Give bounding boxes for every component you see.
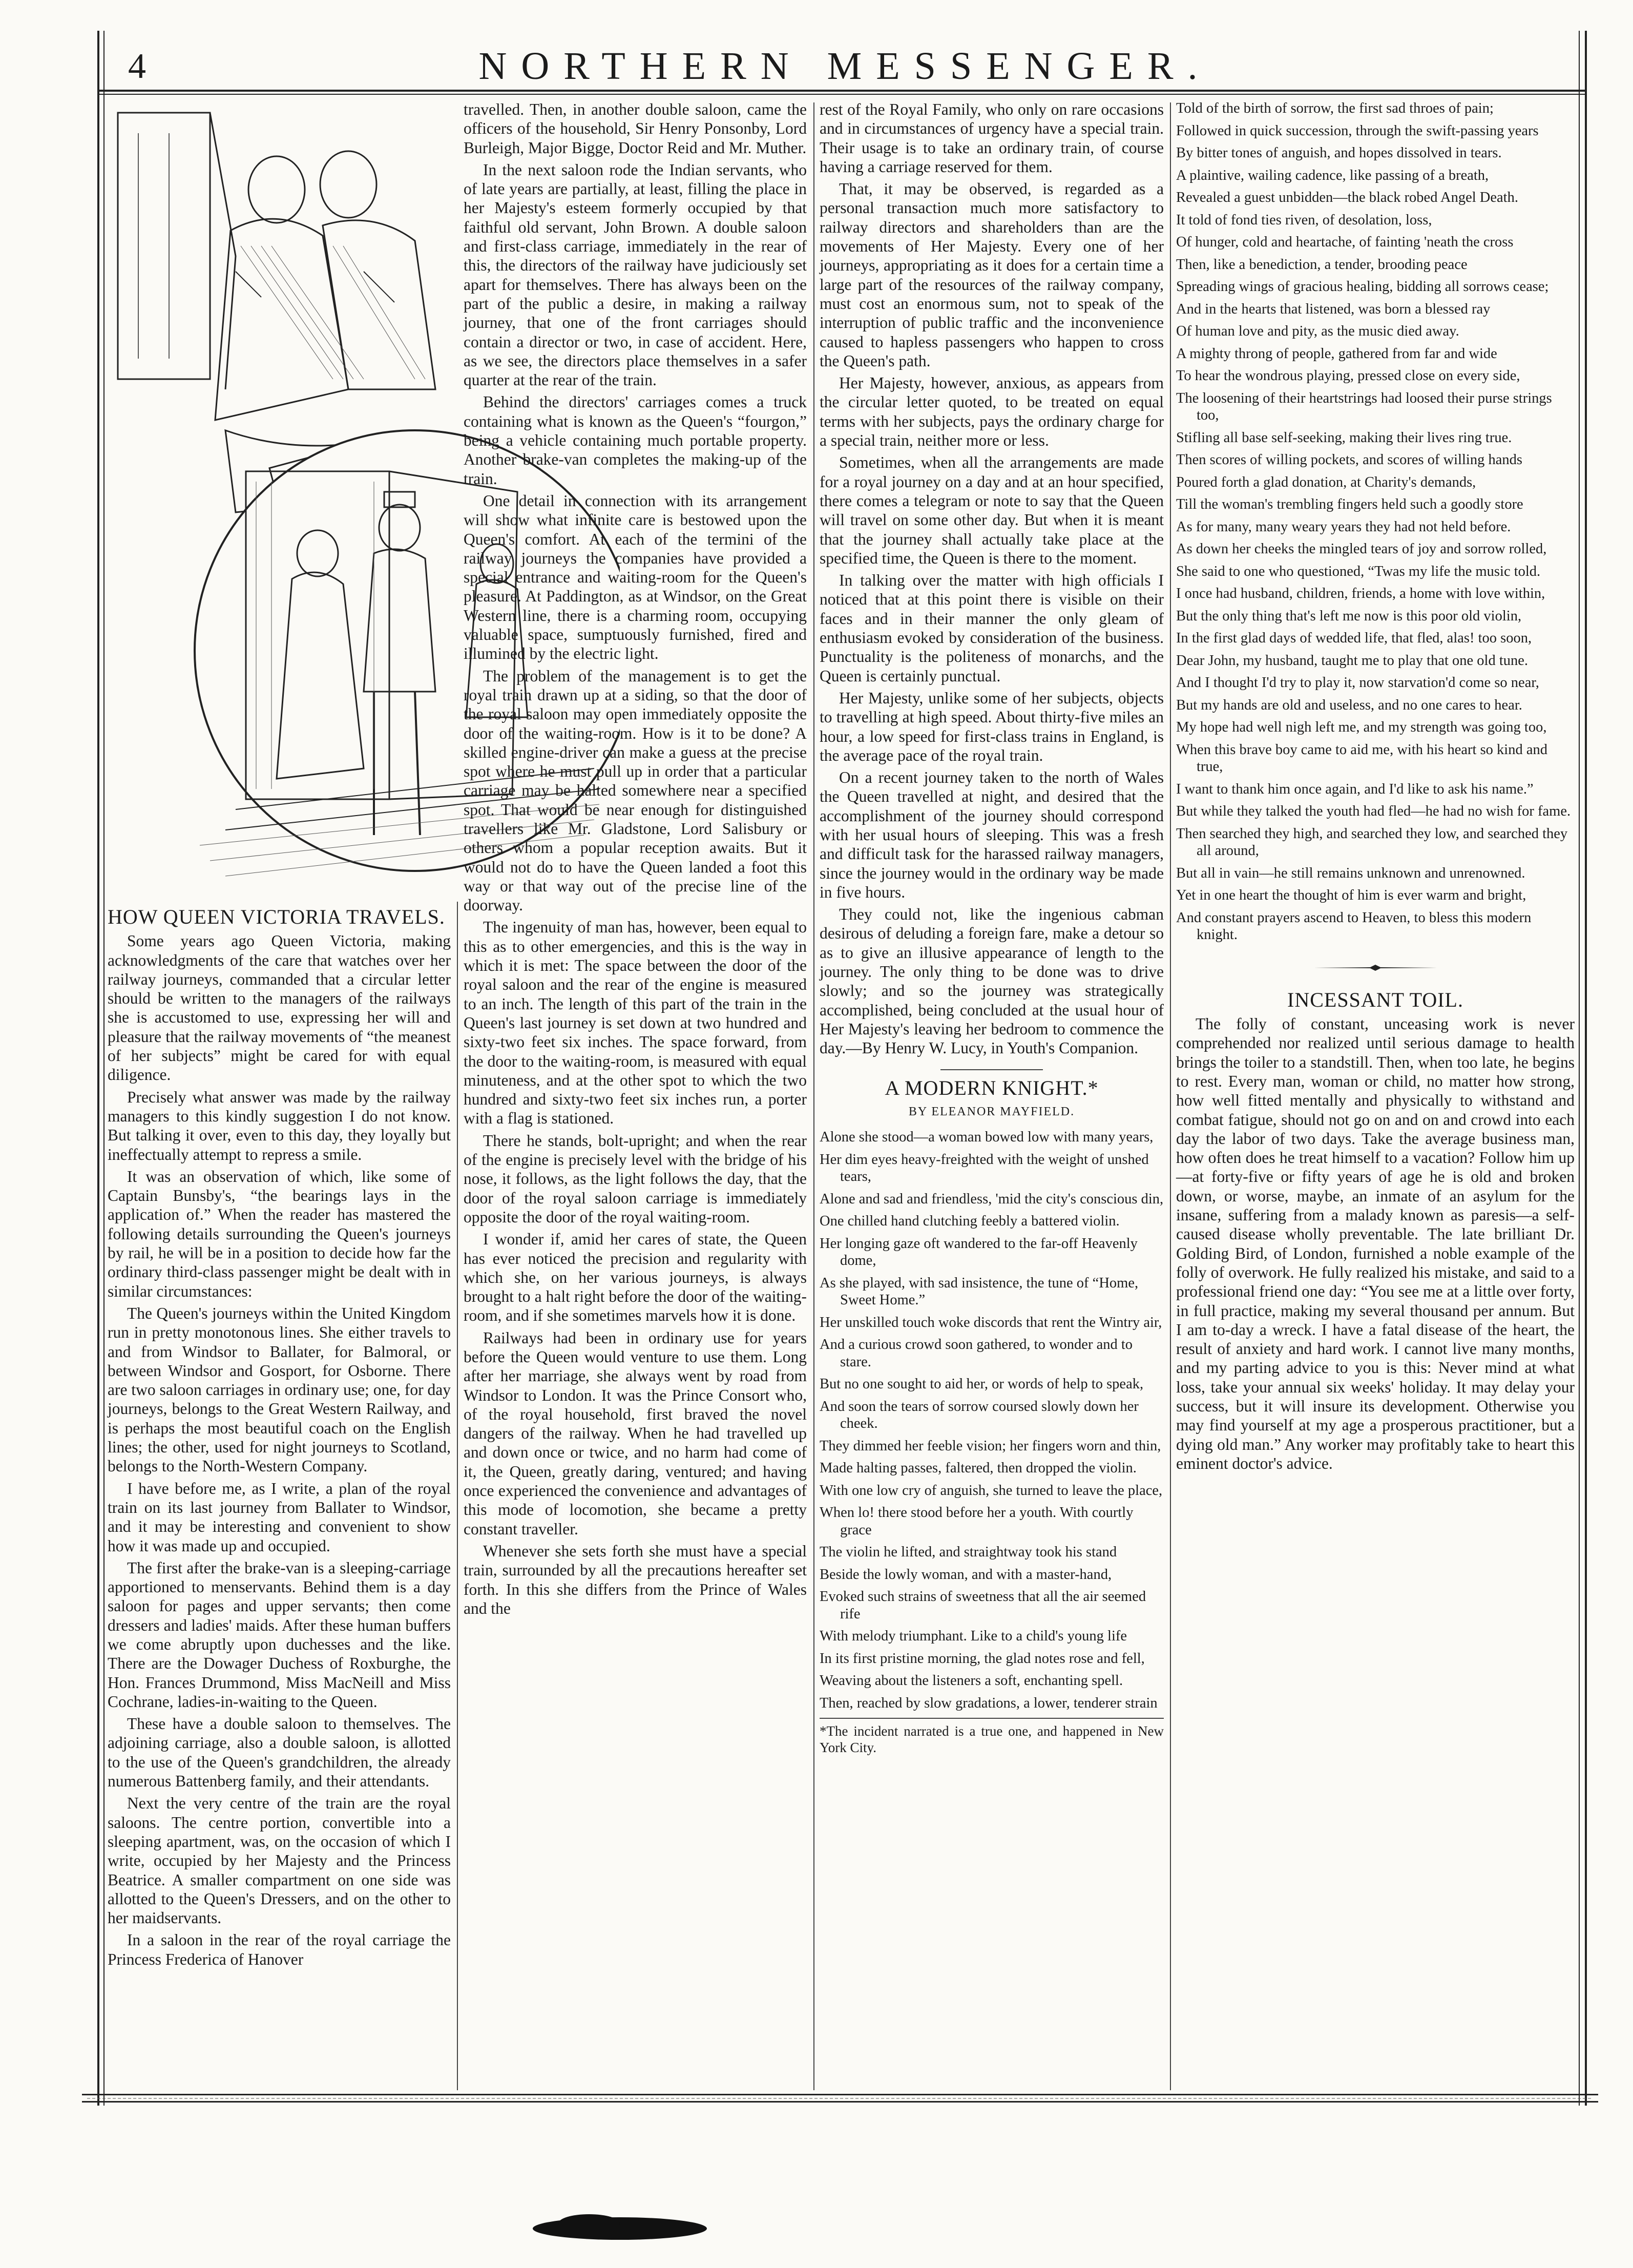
paragraph: There he stands, bolt-upright; and when the rear of the engine is precisely level with the bridge of his nose, it follows, as the light follows the day, that the door of the royal saloon carriage is immediately opposite the door of the royal waiting-room. — [464, 1131, 807, 1226]
poem-line: Beside the lowly woman, and with a master-hand, — [820, 1566, 1112, 1583]
poem-line: Evoked such strains of sweetness that all the air seemed rife — [820, 1589, 1146, 1622]
paragraph: They could not, like the ingenious cabman desirous of deluding a foreign fare, make a detour so as to give an illusive appearance of length to the journey. The only thing to be done was to drive slowly; and so the journey was strategically accomplished, being concluded at the usual hour of Her Majesty's leaving her bedroom to commence the day.—By Henry W. Lucy, in Youth's Companion. — [820, 905, 1164, 1057]
poem-line: And in the hearts that listened, was born a blessed ray — [1176, 301, 1491, 317]
poem-line: Her dim eyes heavy-freighted with the weight of unshed tears, — [820, 1151, 1149, 1185]
column-4 — [1176, 100, 1575, 1476]
poem-line: And I thought I'd try to play it, now starvation'd come so near, — [1176, 675, 1539, 691]
paragraph: It was an observation of which, like some of Captain Bunsby's, “the bearings lays in the application of.” When the reader has mastered the following details surrounding the Queen's journeys by rail, he will be in a position to decide how far the ordinary third-class passenger might be dealt with in similar circumstances: — [108, 1167, 451, 1300]
poem-line: They dimmed her feeble vision; her fingers worn and thin, — [820, 1438, 1161, 1454]
paragraph: In the next saloon rode the Indian servants, who of late years are partially, at least, filling the place in her Majesty's esteem formerly occupied by that faithful old servant, John Brown. A double saloon and first-class carriage, immediately in the rear of this, the directors of the railway have judiciously set apart for themselves. There has always been on the part of the public a desire, in making a railway journey, that one of the front carriages should contain a director or two, in case of accident. Here, as we see, the directors place themselves in a safer quarter at the rear of the train. — [464, 160, 807, 389]
right-border — [1585, 31, 1587, 2106]
ink-blot-icon — [528, 2208, 712, 2244]
poem-line: By bitter tones of anguish, and hopes dissolved in tears. — [1176, 145, 1502, 161]
page-header — [108, 41, 1583, 92]
poem-line: Then scores of willing pockets, and scores of willing hands — [1176, 452, 1522, 468]
paragraph: I wonder if, amid her cares of state, the Queen has ever noticed the precision and regularity with which she, on her various journeys, is always brought to a halt right before the door of the waiting-room, and if she sometimes marvels how it is done. — [464, 1230, 807, 1325]
ornament-divider-icon — [1176, 957, 1575, 976]
column-rule-2 — [813, 102, 814, 2090]
poem-line: To hear the wondrous playing, pressed close on every side, — [1176, 368, 1520, 384]
poem-line: In its first pristine morning, the glad notes rose and fell, — [820, 1650, 1145, 1667]
poem-line: Her unskilled touch woke discords that rent the Wintry air, — [820, 1314, 1162, 1330]
paragraph: Her Majesty, however, anxious, as appears from the circular letter quoted, to be treated on equal terms with her subjects, pays the ordinary charge for a special train, neither more or less. — [820, 374, 1164, 450]
poem-line: The violin he lifted, and straightway took his stand — [820, 1544, 1117, 1560]
poem-line: But my hands are old and useless, and no one cares to hear. — [1176, 697, 1522, 713]
poem-line: Weaving about the listeners a soft, enchanting spell. — [820, 1673, 1123, 1689]
poem-line: Spreading wings of gracious healing, bidding all sorrows cease; — [1176, 279, 1549, 295]
poem-line: I want to thank him once again, and I'd like to ask his name.” — [1176, 781, 1534, 797]
column-2 — [464, 100, 807, 1621]
poem-line: The loosening of their heartstrings had loosed their purse strings too, — [1176, 390, 1552, 423]
masthead-title: NORTHERN MESSENGER. — [478, 45, 1212, 88]
paragraph: travelled. Then, in another double saloon, came the officers of the household, Sir Henry Ponsonby, Lord Burleigh, Major Bigge, Doctor Reid and Mr. Muther. — [464, 100, 807, 157]
paragraph: I have before me, as I write, a plan of the royal train on its last journey from Ballater to Windsor, and it may be interesting and convenient to show how it was made up and occupied. — [108, 1479, 451, 1555]
paragraph: The problem of the management is to get the royal train drawn up at a siding, so that the door of the royal saloon may open immediately opposite the door of the waiting-room. How is it to be done? A skilled engine-driver can make a guess at the precise spot where he must pull up in order that a particular carriage may be halted somewhere near a specified spot. That would be near enough for distinguished travellers like Mr. Gladstone, Lord Salisbury or others whom a popular reception awaits. But it would not do to have the Queen landed a foot this way or that way out of the precise line of the doorway. — [464, 667, 807, 914]
paragraph: Sometimes, when all the arrangements are made for a royal journey on a day and at an hour specified, there comes a telegram or note to say that the Queen will travel on some other day. But when it is meant that the journey shall actually take place at the specified time, the Queen is there to the moment. — [820, 453, 1164, 567]
article-title-incessant-toil: INCESSANT TOIL. — [1287, 988, 1463, 1011]
poem-line: When this brave boy came to aid me, with his heart so kind and true, — [1176, 741, 1547, 775]
poem-line: Told of the birth of sorrow, the first sad throes of pain; — [1176, 100, 1494, 116]
column-3 — [820, 100, 1164, 1756]
poem-line: And soon the tears of sorrow coursed slowly down her cheek. — [820, 1398, 1139, 1432]
article-title-modern-knight: A MODERN KNIGHT.* — [885, 1076, 1099, 1099]
poem-line: Of hunger, cold and heartache, of fainting 'neath the cross — [1176, 234, 1514, 250]
poem-line: With melody triumphant. Like to a child's young life — [820, 1628, 1127, 1645]
poem-line: A mighty throng of people, gathered from far and wide — [1176, 345, 1497, 362]
poem-line: But all in vain—he still remains unknown and unrenowned. — [1176, 865, 1525, 881]
poem-line: Followed in quick succession, through the swift-passing years — [1176, 122, 1539, 139]
poem-line: In the first glad days of wedded life, that fled, alas! too soon, — [1176, 630, 1532, 646]
paragraph: Precisely what answer was made by the railway managers to this kindly suggestion I do not know. But talking it over, even to this day, they loyally but ineffectually attempt to repress a smile. — [108, 1088, 451, 1163]
poem-line: Stifling all base self-seeking, making their lives ring true. — [1176, 429, 1512, 446]
poem-line: But no one sought to aid her, or words of help to speak, — [820, 1376, 1144, 1392]
poem-line: Then, reached by slow gradations, a lower, tenderer strain — [820, 1695, 1158, 1711]
paragraph: On a recent journey taken to the north of Wales the Queen travelled at night, and desired that the accomplishment of the journey should correspond with her usual hours of sleeping. This was a fresh and difficult task for the harassed railway managers, since the journey would in the ordinary way be made in five hours. — [820, 768, 1164, 901]
paragraph: The Queen's journeys within the United Kingdom run in pretty monotonous lines. She either travels to and from Windsor to Ballater, for Balmoral, or between Windsor and Gosport, for Osborne. There are two saloon carriages in ordinary use; one, for day journeys, belongs to the Great Western Railway, and is perhaps the most beautiful coach on the English lines; the other, used for night journeys to Scotland, belongs to the North-Western Company. — [108, 1304, 451, 1475]
right-border-inner — [1579, 31, 1580, 2106]
poem-line: But the only thing that's left me now is this poor old violin, — [1176, 608, 1522, 624]
footnote: *The incident narrated is a true one, and happened in New York City. — [820, 1718, 1164, 1756]
poem-line: Yet in one heart the thought of him is ever warm and bright, — [1176, 887, 1526, 903]
paragraph: The first after the brake-van is a sleeping-carriage apportioned to menservants. Behind them is a day saloon for pages and upper servants; then come dressers and ladies' maids. After these human buffers we come abruptly upon duchesses and the like. There are the Dowager Duchess of Roxburghe, the Hon. Frances Drummond, Miss MacNeill and Miss Cochrane, ladies-in-waiting to the Queen. — [108, 1558, 451, 1711]
paragraph: Whenever she sets forth she must have a special train, surrounded by all the precautions hereafter set forth. In this she differs from the Prince of Wales and the — [464, 1542, 807, 1617]
poem-line: With one low cry of anguish, she turned to leave the place, — [820, 1482, 1163, 1499]
poem-line: Her longing gaze oft wandered to the far-off Heavenly dome, — [820, 1235, 1138, 1269]
paragraph: Next the very centre of the train are the royal saloons. The centre portion, convertible into a sleeping apartment, was, on the occasion of which I write, occupied by her Majesty and the Princess Beatrice. A smaller compartment on one side was allotted to the Queen's Dressers, and on the other to her maidservants. — [108, 1794, 451, 1927]
poem-line: Alone and sad and friendless, 'mid the city's conscious din, — [820, 1191, 1164, 1207]
header-rule — [97, 90, 1585, 92]
bottom-border-ornament-icon — [82, 2093, 1598, 2104]
poem-line: My hope had well nigh left me, and my strength was going too, — [1176, 719, 1547, 735]
header-rule-thin — [97, 94, 1585, 95]
poem-line: Till the woman's trembling fingers held such a goodly store — [1176, 496, 1523, 512]
section-divider — [940, 1069, 1043, 1070]
article-title-queen-victoria: HOW QUEEN VICTORIA TRAVELS. — [108, 905, 445, 928]
poem-line: Then searched they high, and searched they low, and searched they all around, — [1176, 825, 1568, 859]
paragraph: The ingenuity of man has, however, been equal to this as to other emergencies, and this is the way in which it is met: The space between the door of the royal saloon and the rear of the engine is measured to an inch. The length of this part of the train in the Queen's last journey is set down at two hundred and sixty-two feet six inches. The space forward, from the door to the waiting-room, is measured with equal minuteness, and at the other spot to which the two hundred and sixty-two feet six inches run, a porter with a flag is stationed. — [464, 918, 807, 1128]
poem-line: As for many, many weary years they had not held before. — [1176, 518, 1511, 535]
poem-line: I once had husband, children, friends, a home with love within, — [1176, 586, 1545, 601]
column-1 — [108, 904, 451, 1972]
byline: BY ELEANOR MAYFIELD. — [908, 1105, 1075, 1118]
poem-line: Poured forth a glad donation, at Charity's demands, — [1176, 474, 1476, 490]
paragraph: Behind the directors' carriages comes a truck containing what is known as the Queen's “fourgon,” being a vehicle containing much portable property. Another brake-van completes the making-up of the train. — [464, 393, 807, 488]
paragraph: That, it may be observed, is regarded as a personal transaction much more satisfactory to railway directors and shareholders than are the movements of Her Majesty. Every one of her journeys, appropriating as it does for a certain time a large part of the resources of the railway company, must cost an enormous sum, not to speak of the interruption of public traffic and the inconvenience caused to hapless passengers who happen to cross the Queen's path. — [820, 180, 1164, 370]
paragraph: In a saloon in the rear of the royal carriage the Princess Frederica of Hanover — [108, 1931, 451, 1968]
poem-line: She said to one who questioned, “Twas my life the music told. — [1176, 563, 1541, 579]
poem-line: One chilled hand clutching feebly a battered violin. — [820, 1213, 1120, 1230]
paragraph: One detail in connection with its arrangement will show what infinite care is bestowed upon the Queen's comfort. At each of the termini of the railway journeys the companies have provided a special entrance and waiting-room for the Queen's pleasure. At Paddington, as at Windsor, on the Great Western line, there is a charming room, occupying valuable space, sumptuously furnished, fired and illumined by the electric light. — [464, 491, 807, 663]
column-rule-1 — [457, 902, 458, 2090]
poem-line: Of human love and pity, as the music died away. — [1176, 323, 1459, 339]
poem-line: And constant prayers ascend to Heaven, to bless this modern knight. — [1176, 909, 1532, 943]
poem-part-2 — [1176, 100, 1575, 944]
left-border — [97, 31, 99, 2106]
poem-line: Then, like a benediction, a tender, brooding peace — [1176, 256, 1468, 273]
poem-line: As down her cheeks the mingled tears of joy and sorrow rolled, — [1176, 541, 1547, 557]
poem-line: Alone she stood—a woman bowed low with many years, — [820, 1129, 1154, 1146]
poem-line: As she played, with sad insistence, the tune of “Home, Sweet Home.” — [820, 1275, 1139, 1308]
column-rule-3 — [1170, 102, 1171, 2090]
poem-part-1 — [820, 1129, 1164, 1712]
paragraph: Her Majesty, unlike some of her subjects, objects to travelling at high speed. About thirty-five miles an hour, a low speed for first-class trains in England, is the average pace of the royal train. — [820, 689, 1164, 764]
poem-line: A plaintive, wailing cadence, like passing of a breath, — [1176, 167, 1489, 183]
poem-line: Made halting passes, faltered, then dropped the violin. — [820, 1460, 1137, 1476]
paragraph: Railways had been in ordinary use for years before the Queen would venture to use them. Long after her marriage, she always went by road from Windsor to London. It was the Prince Consort who, of the royal household, first braved the novel dangers of the railway. When he had travelled up and down once or twice, and no harm had come of it, the Queen, greatly daring, ventured; and having once experienced the convenience and advantages of this mode of locomotion, she became a pretty constant traveller. — [464, 1328, 807, 1538]
paragraph: The folly of constant, unceasing work is never comprehended nor realized until serious damage to health brings the toiler to a standstill. Then, when too late, he begins to rest. Every man, woman or child, no matter how strong, how well fitted mentally and physically to withstand and combat fatigue, should not go on and on and crowd into each day the labor of two days. Take the average business man, how often does he treat himself to a vacation? Follow him up—at forty-five or fifty years of age he is old and broken down, or worse, maybe, an inmate of an asylum for the insane, suffering from a malady known as paresis—a self-caused disease wholly preventable. The late brilliant Dr. Golding Bird, of London, furnished a noble example of the folly of overwork. He fully realized his mistake, and said to a professional friend one day: “You see me at a little over forty, in full practice, making my several thousand per annum. But I am to-day a wreck. I have a fatal disease of the heart, the result of anxiety and hard work. I cannot live many months, and my parting advice to you is this: Never mind at what loss, take your annual six weeks' holiday. It may delay your success, but it will insure its development. Otherwise you may find yourself at my age a prosperous practitioner, but a dying old man.” Any worker may profitably take to heart this eminent doctor's advice. — [1176, 1015, 1575, 1472]
paragraph: rest of the Royal Family, who only on rare occasions and in circumstances of urgency have a special train. Their usage is to take an ordinary train, of course having a carriage reserved for them. — [820, 100, 1164, 176]
poem-line: Revealed a guest unbidden—the black robed Angel Death. — [1176, 190, 1518, 205]
poem-line: Dear John, my husband, taught me to play that one old tune. — [1176, 652, 1529, 669]
poem-line: When lo! there stood before her a youth. With courtly grace — [820, 1505, 1134, 1538]
paragraph: These have a double saloon to themselves. The adjoining carriage, also a double saloon, is allotted to the use of the Queen's grandchildren, the already numerous Battenberg family, and their attendants. — [108, 1715, 451, 1791]
poem-line: It told of fond ties riven, of desolation, loss, — [1176, 212, 1432, 228]
poem-line: But while they talked the youth had fled—he had no wish for fame. — [1176, 803, 1571, 819]
left-border-inner — [103, 31, 104, 2106]
poem-line: And a curious crowd soon gathered, to wonder and to stare. — [820, 1337, 1133, 1370]
page-number: 4 — [128, 47, 146, 86]
paragraph: Some years ago Queen Victoria, making acknowledgments of the care that watches over her railway journeys, commanded that a circular letter should be written to the managers of the railways she is accustomed to use, expressing her will and pleasure that the railway movements of “the meanest of her subjects” might be cared for with equal diligence. — [108, 932, 451, 1084]
paragraph: In talking over the matter with high officials I noticed that at this point there is visible on their faces and in their manner the only gleam of enthusiasm evoked by consideration of the business. Punctuality is the politeness of monarchs, and the Queen is certainly punctual. — [820, 571, 1164, 685]
